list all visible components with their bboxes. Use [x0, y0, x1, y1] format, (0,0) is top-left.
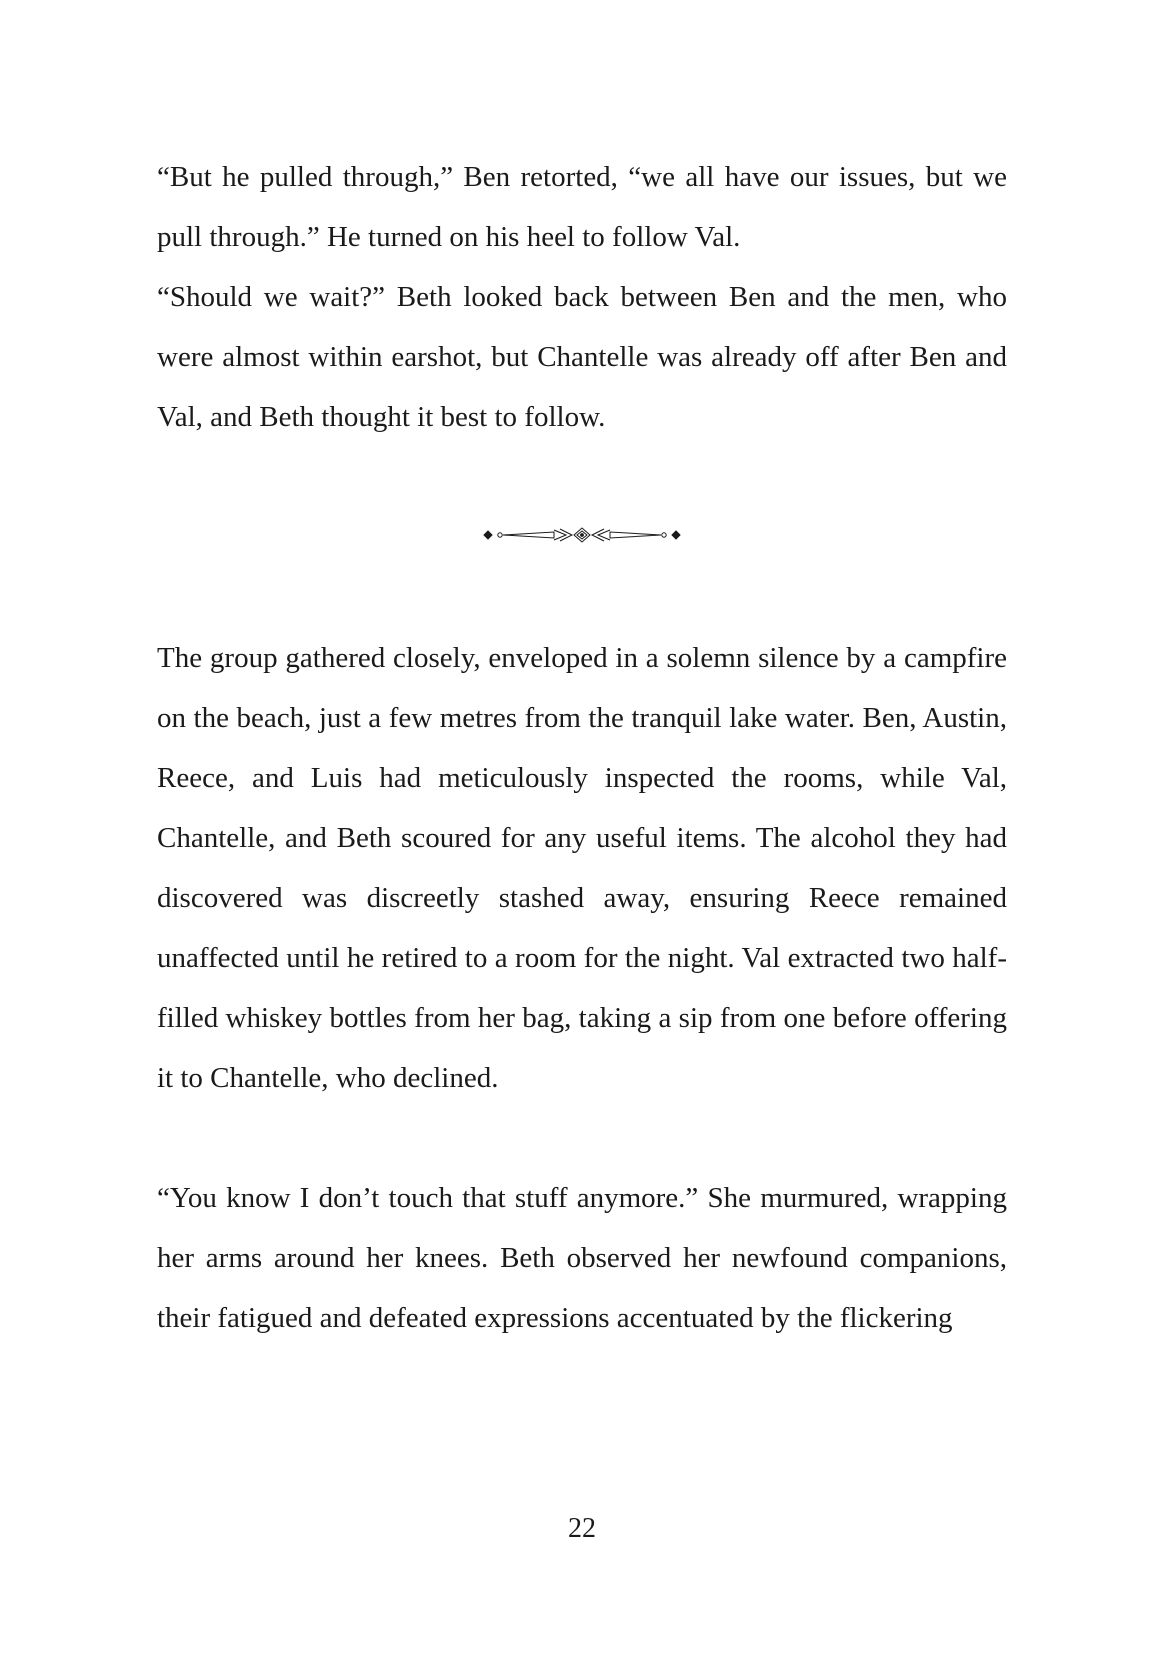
dialogue-text [157, 1168, 1007, 1348]
paragraph-should-we-wait: “Should we wait?” Beth looked back between Ben and the men, who were almost within earshot, but Chantelle was already off after Ben and Val, and Beth thought it best to follow. [157, 281, 1007, 433]
paragraph-campfire: The group gathered closely, enveloped in a solemn silence by a campfire on the beach, just a few metres from the tranquil lake water. Ben, Austin, Reece, and Luis had meticulously inspected the rooms, while Val, Chantelle, and Beth scoured for any useful items. The alcohol they had discovered was discreetly stashed away, ensuring Reece remained unaffected until he retired to a room for the night. Val extracted two half-filled whiskey bottles from her bag, taking a sip from one before offering it to Chantelle, who declined. [157, 642, 1007, 1094]
ornamental-scene-break-icon [482, 524, 682, 546]
scene-text [157, 628, 1007, 1108]
paragraph-chantelle-dialogue: “You know I don’t touch that stuff anymore.” She murmured, wrapping her arms around her knees. Beth observed her newfound companions, their fatigued and defeated expressions accentuated by the flickering [157, 1182, 1007, 1334]
paragraph-ben-retort: “But he pulled through,” Ben retorted, “we all have our issues, but we pull through.” He turned on his heel to follow Val. [157, 161, 1007, 253]
opening-text [157, 147, 1007, 447]
page-number: 22 [568, 1513, 596, 1544]
